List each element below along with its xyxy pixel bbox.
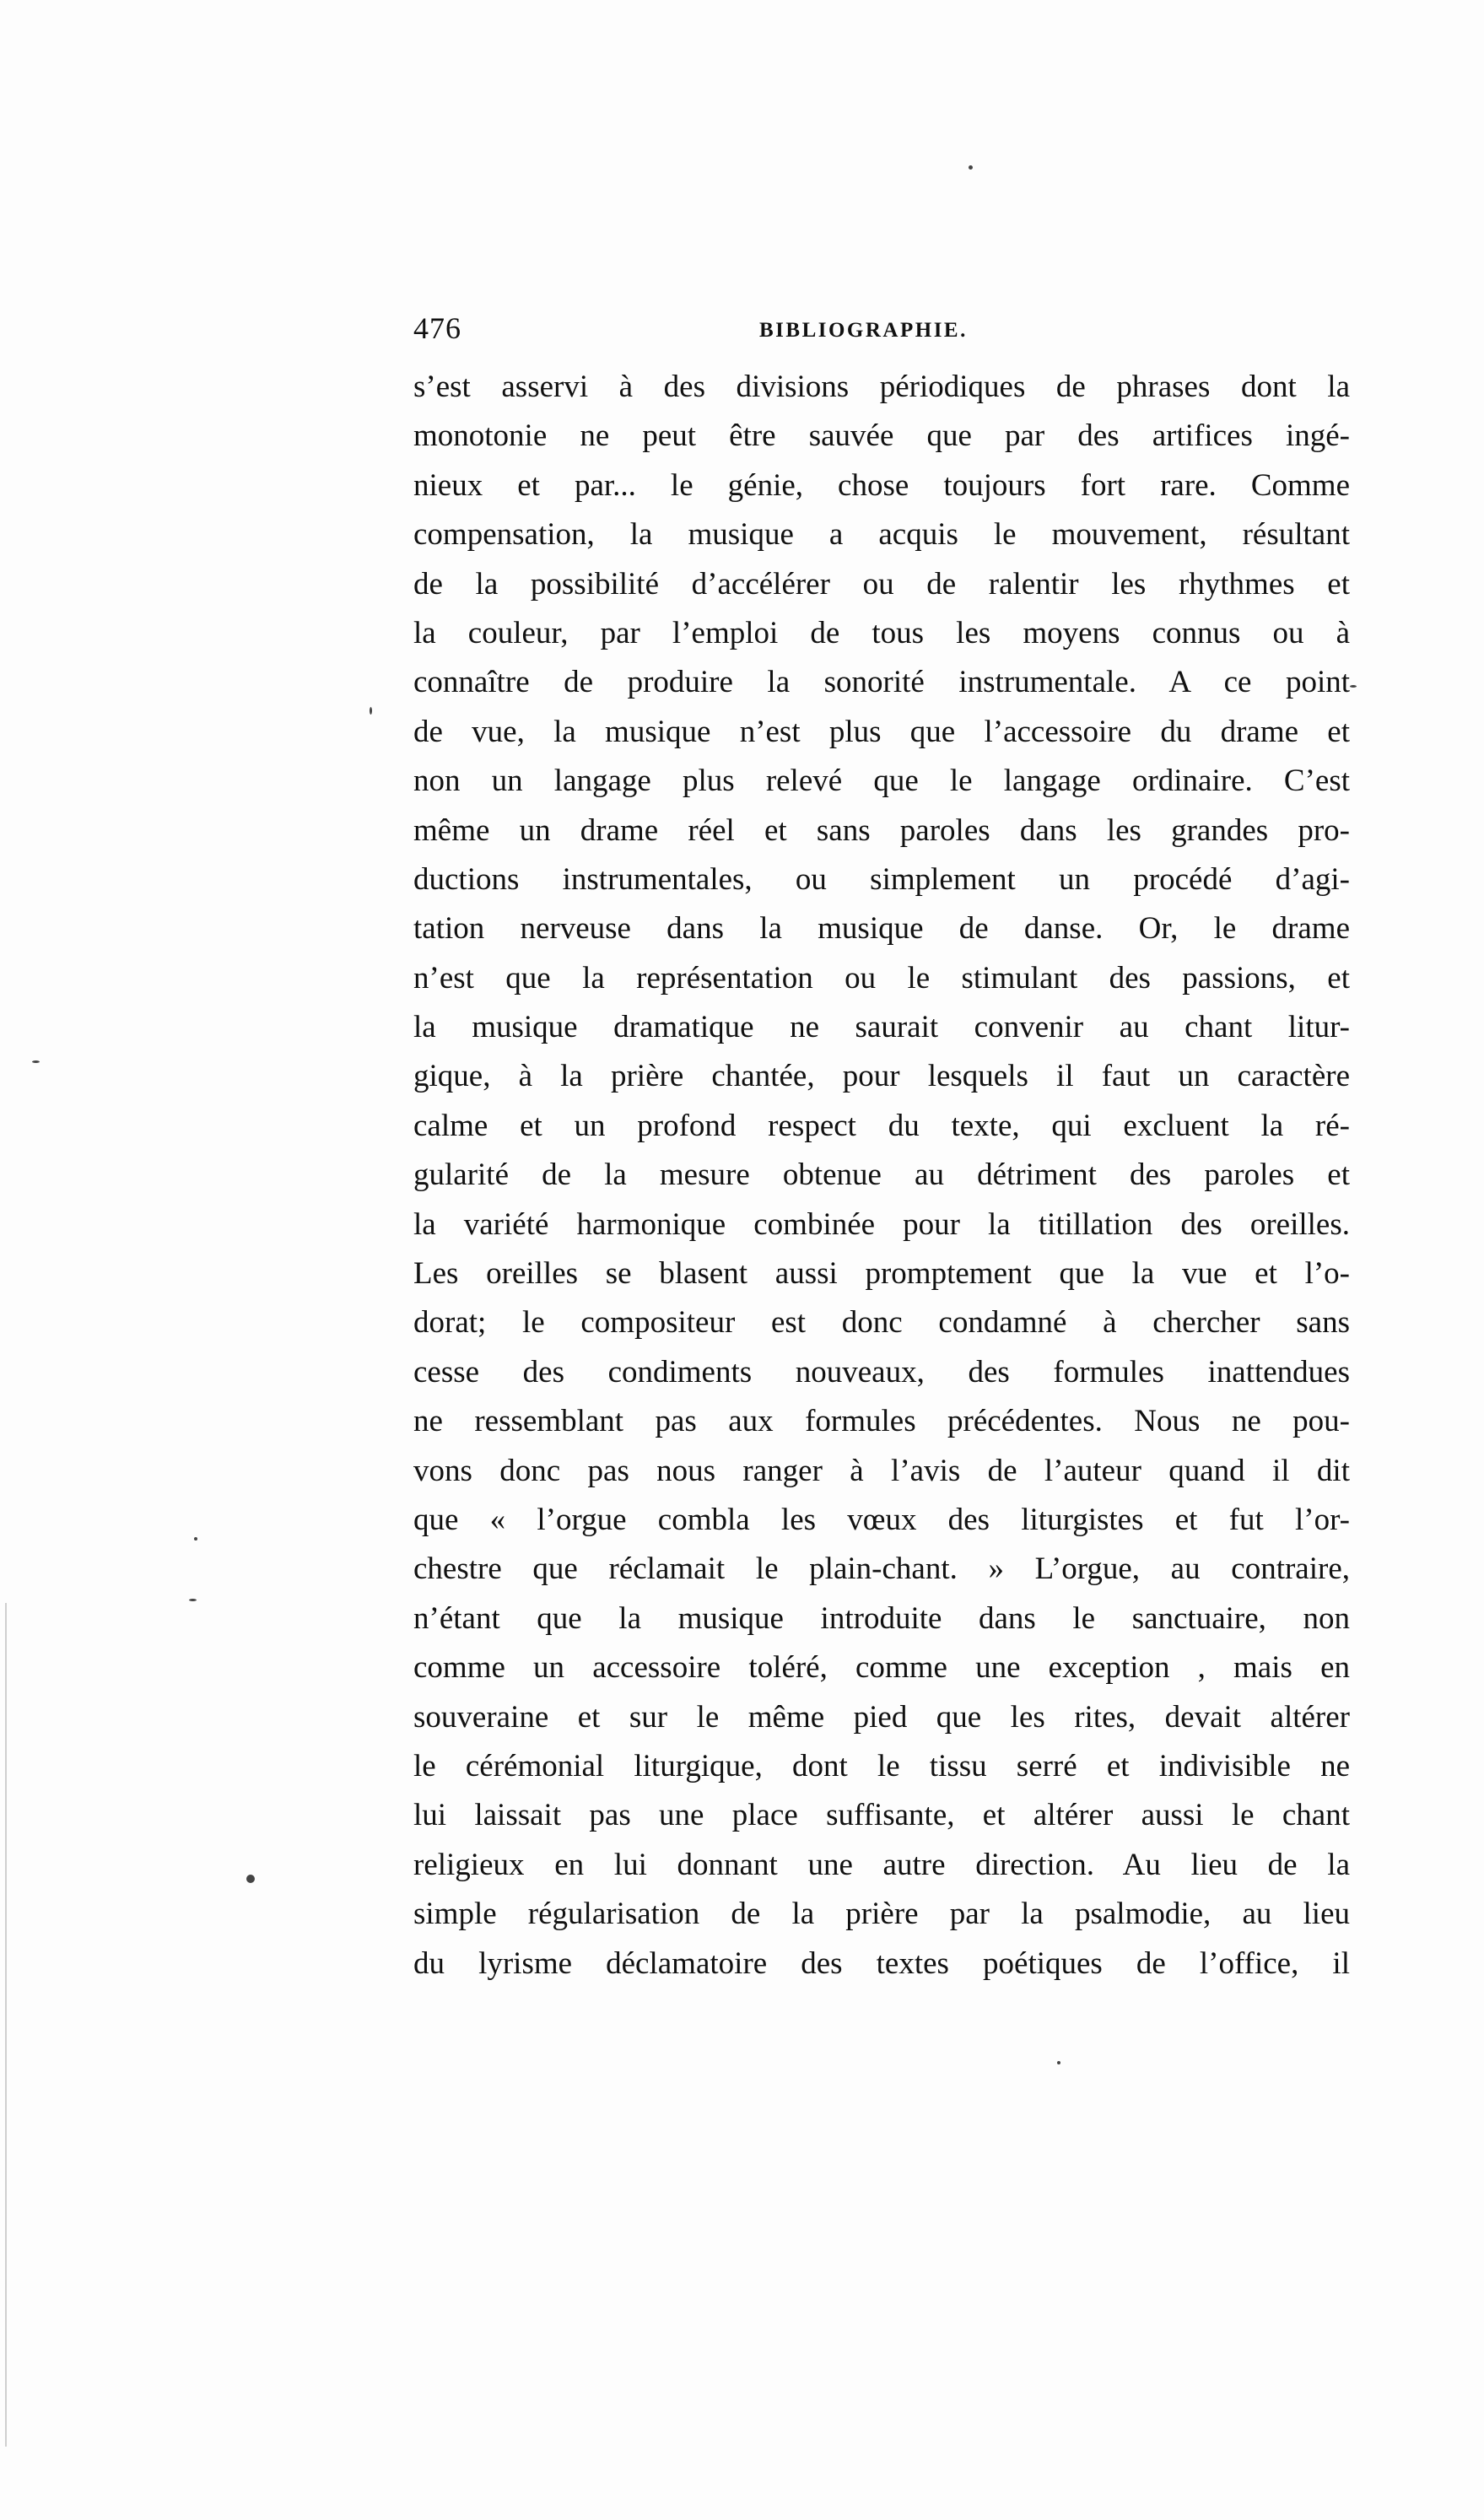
text-line: la musique dramatique ne saurait convenir au chant litur- (413, 1010, 1350, 1045)
text-line: même un drame réel et sans paroles dans les grandes pro- (413, 812, 1350, 848)
scan-speck (370, 707, 372, 715)
text-line: s’est asservi à des divisions périodiques de phrases dont la (413, 370, 1350, 404)
text-line: dorat; le compositeur est donc condamné à chercher sans (413, 1305, 1350, 1341)
text-line: comme un accessoire toléré, comme une exception , mais en (413, 1650, 1350, 1686)
text-line: chestre que réclamait le plain-chant. » L’orgue, au contraire, (413, 1551, 1350, 1587)
text-line: non un langage plus relevé que le langage ordinaire. C’est (413, 764, 1350, 799)
text-line: lui laissait pas une place suffisante, et altérer aussi le chant (413, 1798, 1350, 1833)
text-line: Les oreilles se blasent aussi promptement que la vue et l’o- (413, 1256, 1350, 1292)
text-line: religieux en lui donnant une autre direction. Au lieu de la (413, 1847, 1350, 1882)
text-line: la couleur, par l’emploi de tous les moyens connus ou à (413, 615, 1350, 650)
scan-speck (189, 1599, 197, 1601)
scan-speck (1350, 685, 1357, 688)
scan-speck (194, 1537, 197, 1541)
text-line: nieux et par... le génie, chose toujours fort rare. Comme (413, 467, 1350, 503)
body-text (413, 363, 1350, 1988)
text-line: ductions instrumentales, ou simplement un procédé d’agi- (413, 861, 1350, 897)
text-line: n’est que la représentation ou le stimulant des passions, et (413, 960, 1350, 996)
text-line: gique, à la prière chantée, pour lesquels il faut un caractère (413, 1059, 1350, 1094)
text-line: cesse des condiments nouveaux, des formules inattendues (413, 1354, 1350, 1390)
scan-speck (1057, 2061, 1060, 2064)
running-head: BIBLIOGRAPHIE. (759, 319, 968, 342)
scan-speck (32, 1060, 40, 1063)
text-line: souveraine et sur le même pied que les rites, devait altérer (413, 1699, 1350, 1735)
text-line: vons donc pas nous ranger à l’avis de l’auteur quand il dit (413, 1453, 1350, 1488)
scan-speck (969, 165, 973, 170)
text-line: ne ressemblant pas aux formules précédentes. Nous ne pou- (413, 1404, 1350, 1439)
text-line: monotonie ne peut être sauvée que par des artifices ingé- (413, 418, 1350, 454)
text-line: calme et un profond respect du texte, qui excluent la ré- (413, 1108, 1350, 1143)
page-number: 476 (413, 311, 461, 345)
text-line: compensation, la musique a acquis le mouvement, résultant (413, 517, 1350, 553)
text-line: de vue, la musique n’est plus que l’accessoire du drame et (413, 714, 1350, 749)
text-line: simple régularisation de la prière par la psalmodie, au lieu (413, 1897, 1350, 1932)
text-line: du lyrisme déclamatoire des textes poétiques de l’office, il (413, 1945, 1350, 1981)
scan-speck (246, 1875, 255, 1883)
text-line: n’étant que la musique introduite dans le sanctuaire, non (413, 1600, 1350, 1636)
text-line: de la possibilité d’accélérer ou de ralentir les rhythmes et (413, 566, 1350, 602)
text-line: tation nerveuse dans la musique de danse. Or, le drame (413, 911, 1350, 947)
text-line: connaître de produire la sonorité instrumentale. A ce point (413, 665, 1350, 700)
text-line: gularité de la mesure obtenue au détriment des paroles et (413, 1157, 1350, 1193)
text-line: que « l’orgue combla les vœux des liturgistes et fut l’or- (413, 1502, 1350, 1537)
text-line: la variété harmonique combinée pour la titillation des oreilles. (413, 1206, 1350, 1242)
page-header (413, 310, 1350, 361)
text-line: le cérémonial liturgique, dont le tissu serré et indivisible ne (413, 1748, 1350, 1783)
scan-edge-shadow (5, 1603, 7, 2447)
